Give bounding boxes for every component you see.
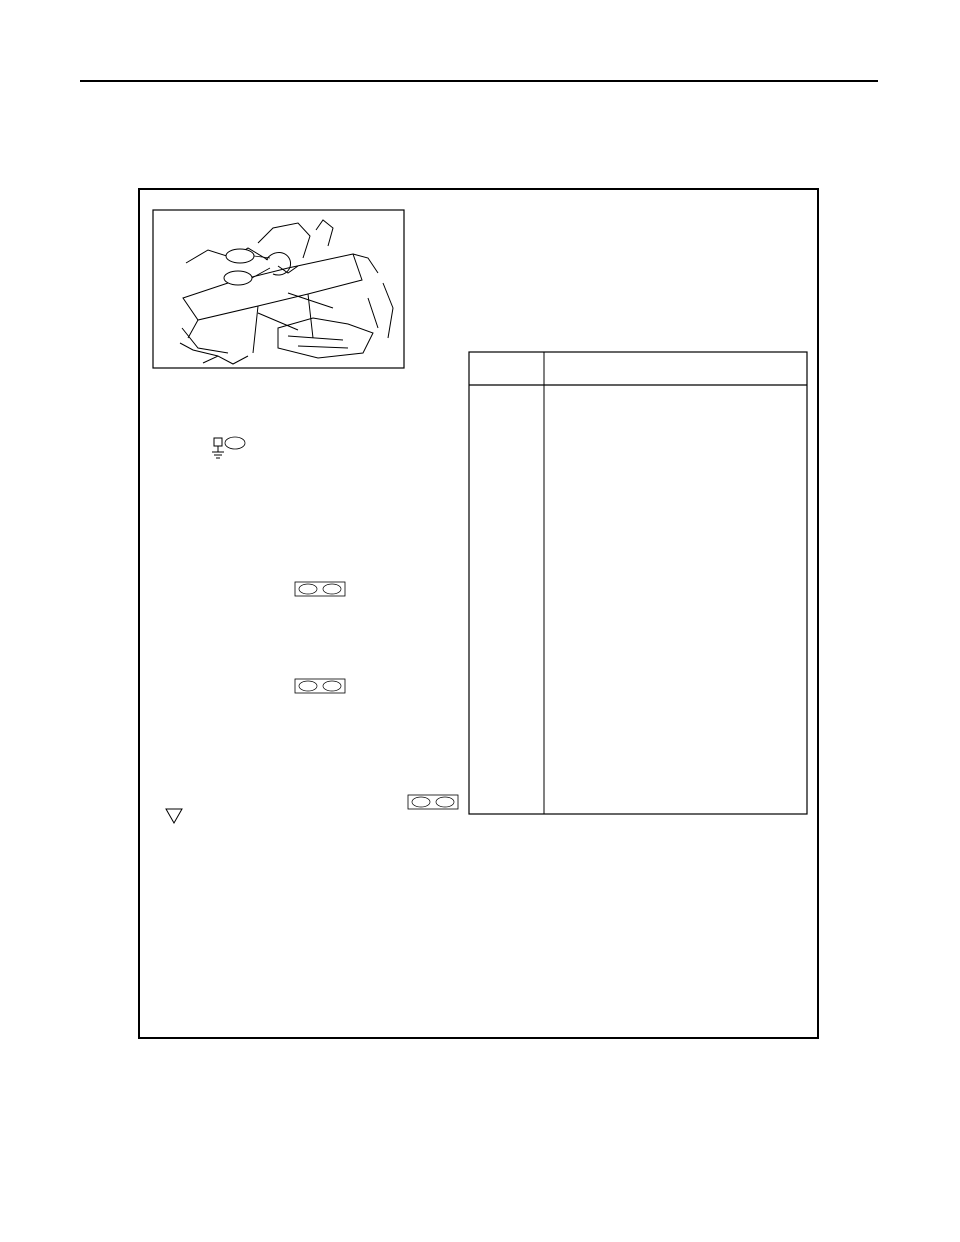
branch-interior-lamp: [408, 795, 458, 809]
body-ground-symbol: [212, 437, 245, 458]
branch-front-door: [295, 582, 345, 596]
table-border: [469, 352, 807, 814]
inset-illustration: [153, 210, 404, 368]
next-page-marker: [166, 809, 182, 823]
header-rule: [80, 80, 878, 82]
ground-distribution-diagram: [138, 188, 819, 1039]
branch-room-lamp: [295, 679, 345, 693]
